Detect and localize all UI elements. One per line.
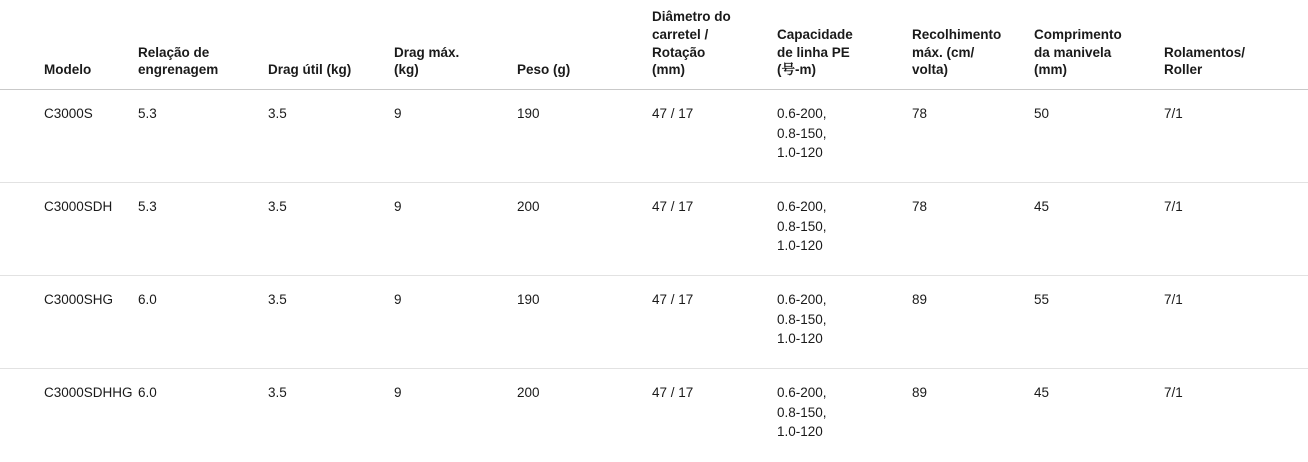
cell-retrieve-rate: 78 [912,90,1034,183]
cell-modelo: C3000SDHHG [44,385,133,401]
cell-gear-ratio: 5.3 [138,90,268,183]
table-row [0,183,1308,276]
cell-bearings: 7/1 [1164,90,1308,183]
cell-line-capacity: 0.6-200, 0.8-150, 1.0-120 [777,276,912,369]
column-header-bearings: Rolamentos/ Roller [1164,0,1308,90]
cell-gear-ratio: 5.3 [138,183,268,276]
cell-drag-max: 9 [394,276,517,369]
cell-retrieve-rate: 89 [912,276,1034,369]
column-header-retrieve-rate: Recolhimento máx. (cm/ volta) [912,0,1034,90]
table-header-row [0,0,1308,90]
table-body [0,90,1308,462]
cell-drag-max: 9 [394,183,517,276]
cell-modelo: C3000SDH [0,183,138,276]
cell-spool-diameter: 47 / 17 [652,385,694,401]
cell-bearings: 7/1 [1164,183,1308,276]
cell-drag-util: 3.5 [268,385,287,401]
cell-retrieve-rate: 89 [912,385,928,401]
cell-handle-length: 45 [1034,385,1050,401]
cell-handle-length: 55 [1034,276,1164,369]
cell-handle-length: 45 [1034,183,1164,276]
cell-spool-diameter: 47 / 17 [652,90,777,183]
cell-drag-max: 9 [394,90,517,183]
column-header-drag-util: Drag útil (kg) [268,0,394,90]
cell-gear-ratio: 6.0 [138,276,268,369]
cell-modelo: C3000SHG [0,276,138,369]
cell-line-capacity: 0.6-200, 0.8-150, 1.0-120 [777,183,912,276]
cell-peso: 190 [517,276,652,369]
cell-peso: 190 [517,90,652,183]
column-header-peso: Peso (g) [517,0,652,90]
cell-handle-length: 50 [1034,90,1164,183]
cell-peso: 200 [517,183,652,276]
cell-line-capacity: 0.6-200, 0.8-150, 1.0-120 [777,90,912,183]
column-header-gear-ratio: Relação de engrenagem [138,0,268,90]
cell-modelo: C3000S [0,90,138,183]
cell-drag-util: 3.5 [268,276,394,369]
column-header-line-capacity: Capacidade de linha PE (号-m) [777,0,912,90]
cell-spool-diameter: 47 / 17 [652,276,777,369]
cell-bearings: 7/1 [1164,276,1308,369]
cell-drag-max: 9 [394,385,402,401]
cell-line-capacity: 0.6-200, 0.8-150, 1.0-120 [777,385,827,440]
table-row [0,276,1308,369]
cell-peso: 200 [517,385,540,401]
column-header-modelo: Modelo [0,0,138,90]
cell-retrieve-rate: 78 [912,183,1034,276]
cell-bearings: 7/1 [1164,385,1183,401]
column-header-spool-diameter: Diâmetro do carretel / Rotação (mm) [652,0,777,90]
column-header-drag-max: Drag máx. (kg) [394,0,517,90]
table-row [0,90,1308,183]
cell-drag-util: 3.5 [268,183,394,276]
column-header-handle-length: Comprimento da manivela (mm) [1034,0,1164,90]
cell-drag-util: 3.5 [268,90,394,183]
cell-spool-diameter: 47 / 17 [652,183,777,276]
cell-gear-ratio: 6.0 [138,385,157,401]
table-header [0,0,1308,90]
table-row [0,369,1308,462]
